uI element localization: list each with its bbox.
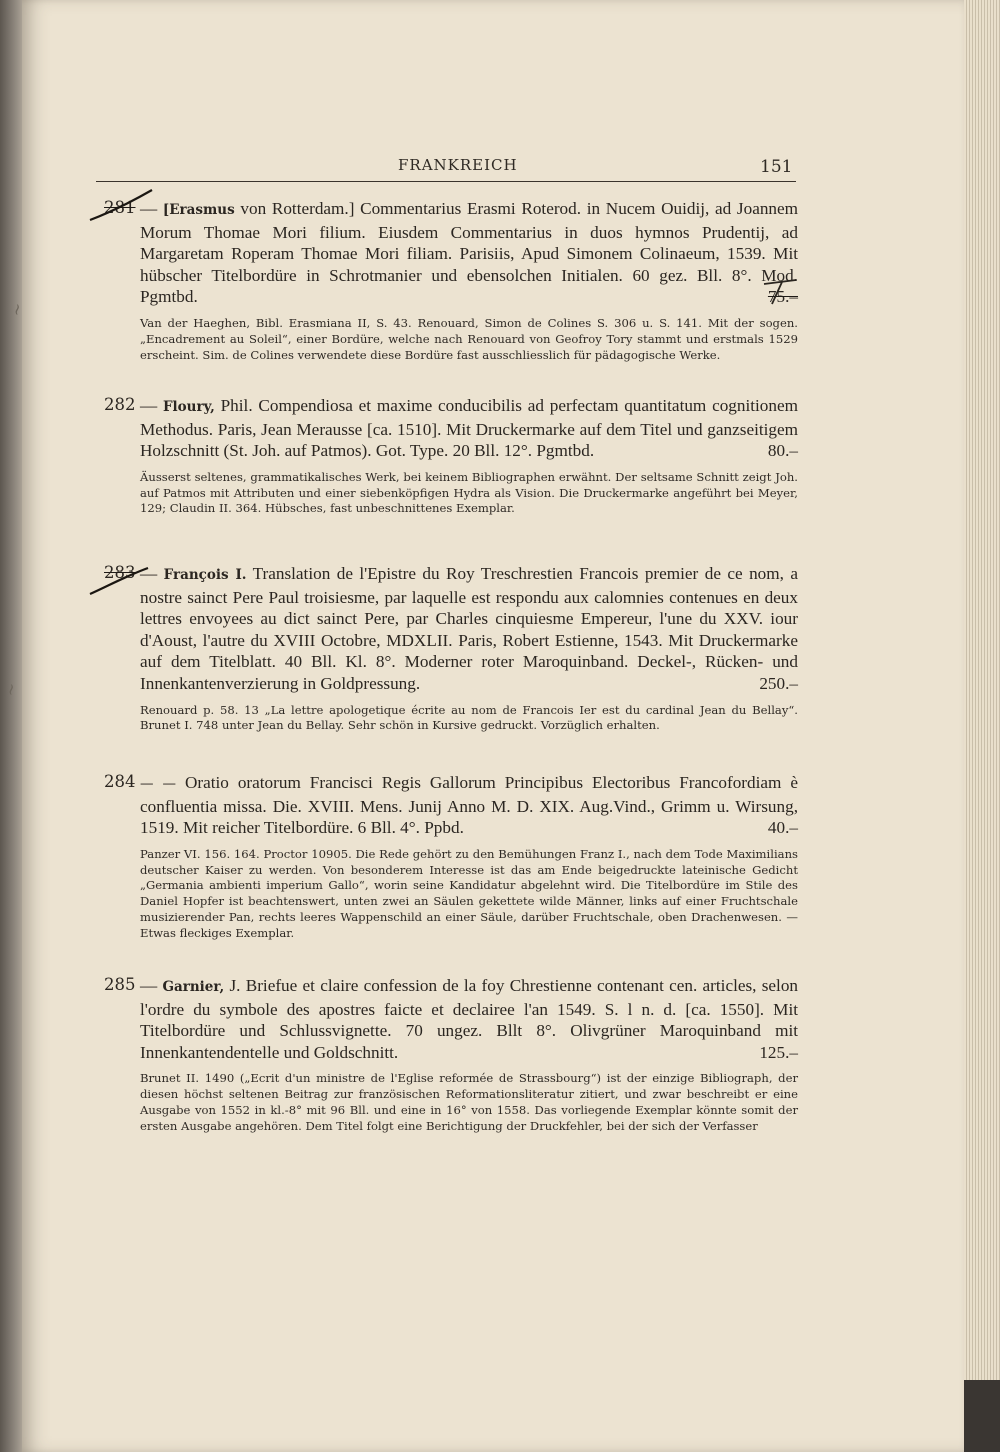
catalog-entry	[104, 772, 798, 942]
entry-description	[140, 772, 798, 839]
catalog-entry	[104, 198, 798, 363]
entry-note: Renouard p. 58. 13 „La lettre apologetique écrite au nom de Francois Ier est du cardinal Jean du Bellay“. Brunet I. 748 unter Jean du Bellay. Sehr schön in Kursive gedruckt. Vorzüglich erhalten.	[140, 702, 798, 733]
header-rule	[96, 181, 796, 182]
entry-price: 80.–	[767, 441, 798, 461]
entry-text: J. Briefue et claire confession de la foy Chrestienne contenant cen. articles, selon l'ordre du symbole des apostres faicte et declairee l'an 1549. S. l n. d. [ca. 1550]. Mit Titelbordüre und Schlussvignette. 70 ungez. Bllt 8°. Olivgrüner Maroquinband mit Innenkantendentelle und Goldschnitt.	[140, 976, 799, 1062]
running-head: FRANKREICH	[398, 156, 518, 174]
entry-description: — Floury, Phil. Compendiosa et maxime conducibilis ad perfectam quantitatum cognitionem Methodus. Paris, Jean Merausse [ca. 1510]. Mit Druckermarke auf dem Titel und ganzseitigem Holzschnitt (St. Joh. auf Patmos). Got. Type. 20 Bll. 12°. Pgmtbd. 80.–	[140, 396, 798, 461]
page-fore-edge	[964, 0, 1000, 1452]
entry-text: von Rotterdam.] Commentarius Erasmi Roterod. in Nucem Ouidij, ad Joannem Morum Thomae Mori filium. Eiusdem Commentarius in duos hymnos Prudentij, ad Margaretam Roperam Thomae Mori filiam. Parisiis, Apud Simonem Colinaeum, 1539. Mit hübscher Titelbordüre in Schrotmanier und ebensolchen Initialen. 60 gez. Bll. 8°. Mod. Pgmtbd.	[140, 199, 799, 307]
entry-description: — Garnier, J. Briefue et claire confession de la foy Chrestienne contenant cen. articles, selon l'ordre du symbole des apostres faicte et declairee l'an 1549. S. l n. d. [ca. 1550]. Mit Titelbordüre und Schlussvignette. 70 ungez. Bllt 8°. Olivgrüner Maroquinband mit Innenkantendentelle und Goldschnitt. 125.–	[140, 976, 799, 1062]
entry-author: Garnier,	[162, 979, 225, 995]
entry-author: Floury,	[162, 399, 215, 415]
entry-number: 281	[104, 198, 136, 217]
pencil-margin-note: ~	[0, 681, 22, 698]
entry-number: 285	[104, 975, 136, 994]
catalog-entry	[104, 563, 798, 734]
catalog-entry	[104, 395, 798, 517]
entry-note: Van der Haeghen, Bibl. Erasmiana II, S. 43. Renouard, Simon de Colines S. 306 u. S. 141. Mit der sogen. „Encadrement au Soleil“, einer Bordüre, welche nach Renouard von Geofroy Tory stammt und erstmals 1529 erscheint. Sim. de Colines verwendete diese Bordüre fast ausschliesslich für pädagogische Werke.	[140, 315, 798, 362]
entry-description: — François I. Translation de l'Epistre du Roy Treschrestien Francois premier de ce nom, a nostre sainct Pere Paul troisiesme, par laquelle est respondu aux calomnies contenues en deux lettres envoyees au dict sainct Pere, par Charles cinquiesme Empereur, l'une du XXV. iour d'Aoust, l'autre du XVIII Octobre, MDXLII. Paris, Robert Estienne, 1543. Mit Druckermarke auf dem Titelblatt. 40 Bll. Kl. 8°. Moderner roter Maroquinband. Deckel-, Rücken- und Innenkantenverzierung in Goldpressung. 250.–	[140, 564, 799, 693]
entry-price: 250.–	[759, 673, 798, 693]
entry-author: — —	[140, 776, 176, 792]
entry-text: Oratio oratorum Francisci Regis Gallorum Principibus Electoribus Francofordiam è confluentia missa. Die. XVIII. Mens. Junij Anno M. D. XIX. Aug.Vind., Grimm u. Wirsung, 1519. Mit reicher Titelbordüre. 6 Bll. 4°. Ppbd.	[140, 773, 798, 838]
entry-price: 125.–	[759, 1042, 798, 1062]
entry-text: Phil. Compendiosa et maxime conducibilis ad perfectam quantitatum cognitionem Methodus. Paris, Jean Merausse [ca. 1510]. Mit Druckermarke auf dem Titel und ganzseitigem Holzschnitt (St. Joh. auf Patmos). Got. Type. 20 Bll. 12°. Pgmtbd.	[140, 396, 798, 461]
catalog-entry	[104, 975, 798, 1135]
entry-note: Panzer VI. 156. 164. Proctor 10905. Die Rede gehört zu den Bemühungen Franz I., nach dem Tode Maximilians deutscher Kaiser zu werden. Von besonderem Interesse ist das am Ende beigedruckte lateinische Gedicht „Germania ambienti imperium Gallo“, worin seine Kandidatur abgelehnt wird. Die Titelbordüre im Stile des Daniel Hopfer ist beachtenswert, unten zwei an Säulen gekettete wilde Männer, links auf einer Fruchtschale musizierender Pan, rechts leeres Wappenschild an einer Säule, darüber Fruchtschale, oben Drachenwesen. — Etwas fleckiges Exemplar.	[140, 846, 798, 940]
entry-price: 75.–	[767, 287, 798, 307]
entry-author: François I.	[163, 567, 247, 583]
entry-text: Translation de l'Epistre du Roy Treschrestien Francois premier de ce nom, a nostre sainct Pere Paul troisiesme, par laquelle est respondu aux calomnies contenues en deux lettres envoyees au dict sainct Pere, par Charles cinquiesme Empereur, l'une du XXV. iour d'Aoust, l'autre du XVIII Octobre, MDXLII. Paris, Robert Estienne, 1543. Mit Druckermarke auf dem Titelblatt. 40 Bll. Kl. 8°. Moderner roter Maroquinband. Deckel-, Rücken- und Innenkantenverzierung in Goldpressung.	[140, 564, 799, 693]
entry-number: 284	[104, 772, 136, 791]
entry-number: 282	[104, 395, 136, 414]
book-cover-corner	[964, 1380, 1000, 1452]
pencil-margin-note: ~	[6, 301, 28, 318]
entry-note: Äusserst seltenes, grammatikalisches Werk, bei keinem Bibliographen erwähnt. Der seltsame Schnitt zeigt Joh. auf Patmos mit Attributen und einer siebenköpfigen Hydra als Vision. Die Druckermarke angeführt bei Meyer, 129; Claudin II. 364. Hübsches, fast unbeschnittenes Exemplar.	[140, 469, 798, 516]
entry-number: 283	[104, 563, 136, 582]
entry-note: Brunet II. 1490 („Ecrit d'un ministre de l'Eglise reformée de Strassbourg“) ist der einzige Bibliograph, der diesen höchst seltenen Beitrag zur französischen Reformationsliteratur zitiert, und zwar beschreibt er eine Ausgabe von 1552 in kl.-8° mit 96 Bll. und eine in 16° von 1558. Das vorliegende Exemplar könnte somit der ersten Ausgabe angehören. Dem Titel folgt eine Berichtigung der Druckfehler, bei der sich der Verfasser	[140, 1071, 798, 1133]
entry-price: 40.–	[767, 818, 798, 838]
entry-description: — [Erasmus von Rotterdam.] Commentarius Erasmi Roterod. in Nucem Ouidij, ad Joannem Morum Thomae Mori filium. Eiusdem Commentarius in duos hymnos Prudentij, ad Margaretam Roperam Thomae Mori filiam. Parisiis, Apud Simonem Colinaeum, 1539. Mit hübscher Titelbordüre in Schrotmanier und ebensolchen Initialen. 60 gez. Bll. 8°. Mod. Pgmtbd. 75.–	[140, 199, 799, 307]
entry-author: [Erasmus	[162, 202, 235, 218]
page-number: 151	[760, 157, 793, 177]
